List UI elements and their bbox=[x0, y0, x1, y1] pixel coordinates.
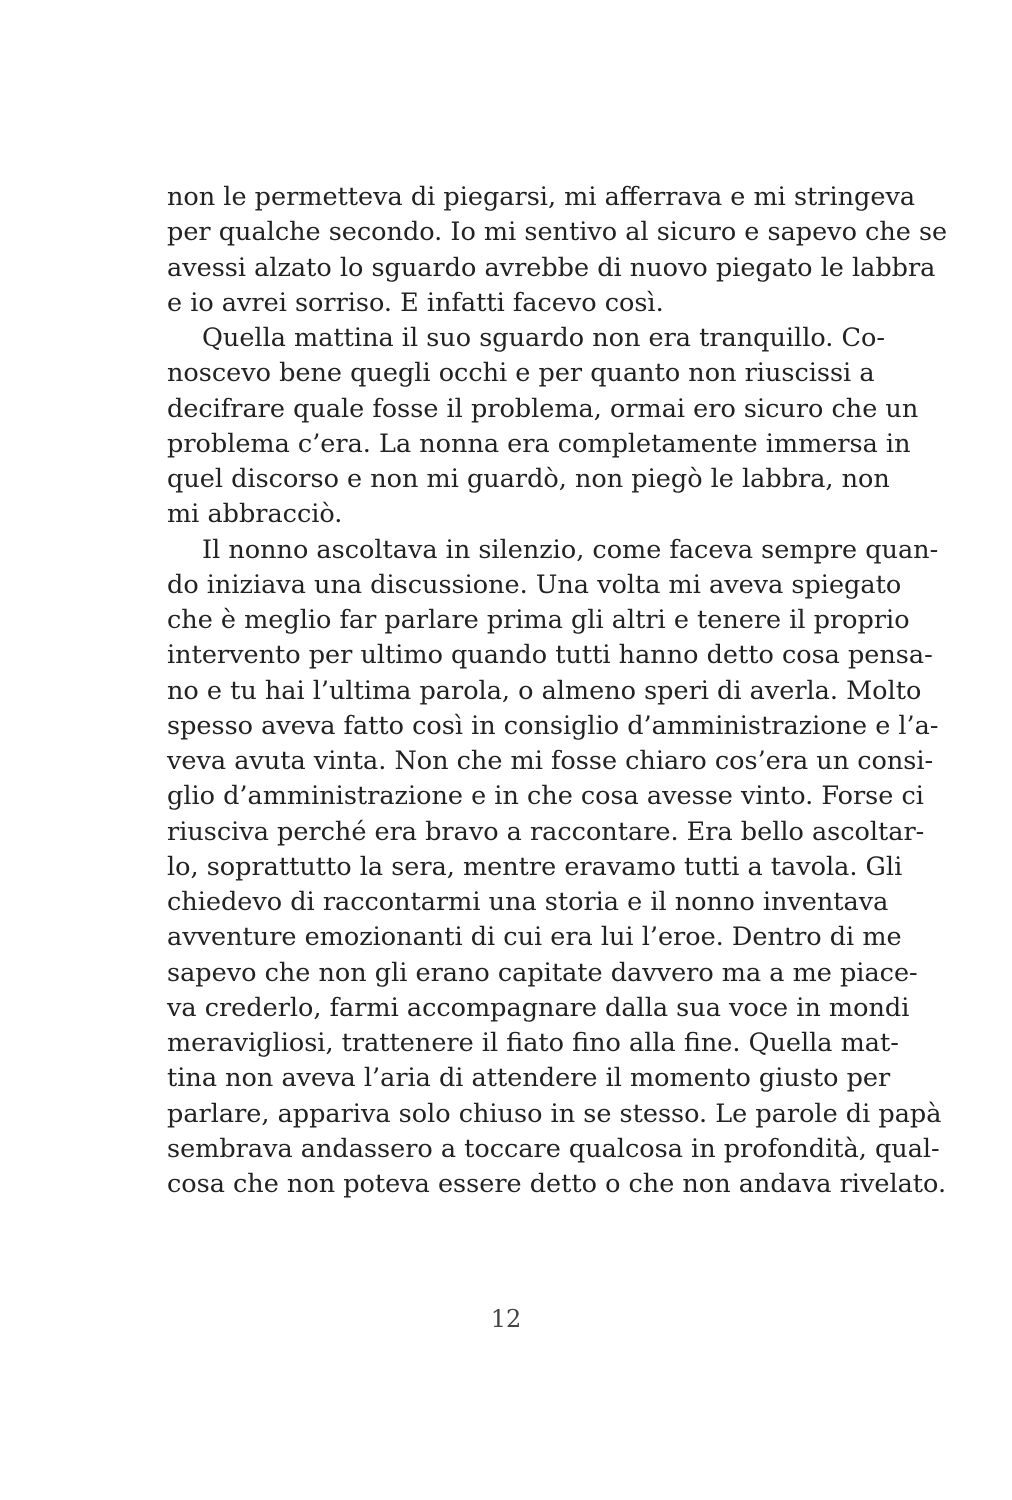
text-line: Il nonno ascoltava in silenzio, come faceva sempre quan- bbox=[202, 534, 939, 565]
text-line: problema c’era. La nonna era completamente immersa in bbox=[167, 428, 911, 459]
text-line: mi abbracciò. bbox=[167, 499, 343, 530]
text-line: do iniziava una discussione. Una volta mi aveva spiegato bbox=[167, 569, 902, 600]
text-line: spesso aveva fatto così in consiglio d’amministrazione e l’a- bbox=[167, 710, 939, 741]
text-line: Quella mattina il suo sguardo non era tranquillo. Co- bbox=[202, 323, 885, 353]
text-line: chiedevo di raccontarmi una storia e il nonno inventava bbox=[167, 887, 889, 917]
text-line: quel discorso e non mi guardò, non piegò le labbra, non bbox=[167, 464, 890, 494]
text-line: riusciva perché era bravo a raccontare. Era bello ascoltar- bbox=[167, 816, 925, 847]
text-line: sembrava andassero a toccare qualcosa in profondità, qual- bbox=[167, 1133, 940, 1164]
text-line: decifrare quale fosse il problema, ormai ero sicuro che un bbox=[167, 393, 919, 424]
text-line: va crederlo, farmi accompagnare dalla sua voce in mondi bbox=[167, 992, 910, 1023]
text-line: meravigliosi, trattenere il fiato fino alla fine. Quella mat- bbox=[167, 1028, 899, 1058]
text-line: cosa che non poteva essere detto o che non andava rivelato. bbox=[167, 1169, 947, 1199]
text-line: parlare, appariva solo chiuso in se stesso. Le parole di papà bbox=[167, 1098, 942, 1129]
text-line: avventure emozionanti di cui era lui l’eroe. Dentro di me bbox=[167, 922, 902, 953]
text-line: che è meglio far parlare prima gli altri e tenere il proprio bbox=[167, 605, 910, 635]
page-number: 12 bbox=[490, 1305, 522, 1333]
text-line: e io avrei sorriso. E infatti facevo così. bbox=[167, 287, 664, 318]
text-line: no e tu hai l’ultima parola, o almeno speri di averla. Molto bbox=[167, 675, 922, 706]
body-text bbox=[167, 180, 948, 1202]
text-line: per qualche secondo. Io mi sentivo al sicuro e sapevo che se bbox=[167, 217, 948, 248]
text-line: tina non aveva l’aria di attendere il momento giusto per bbox=[167, 1063, 891, 1094]
text-line: lo, soprattutto la sera, mentre eravamo tutti a tavola. Gli bbox=[167, 851, 903, 882]
text-line: noscevo bene quegli occhi e per quanto non riuscissi a bbox=[167, 358, 875, 389]
text-line: avessi alzato lo sguardo avrebbe di nuovo piegato le labbra bbox=[167, 252, 936, 283]
text-line: sapevo che non gli erano capitate davvero ma a me piace- bbox=[167, 957, 918, 988]
text-line: non le permetteva di piegarsi, mi afferrava e mi stringeva bbox=[167, 182, 916, 212]
text-line: veva avuta vinta. Non che mi fosse chiaro cos’era un consi- bbox=[167, 746, 934, 776]
text-line: glio d’amministrazione e in che cosa avesse vinto. Forse ci bbox=[167, 781, 924, 812]
text-line: intervento per ultimo quando tutti hanno detto cosa pensa- bbox=[167, 640, 933, 671]
